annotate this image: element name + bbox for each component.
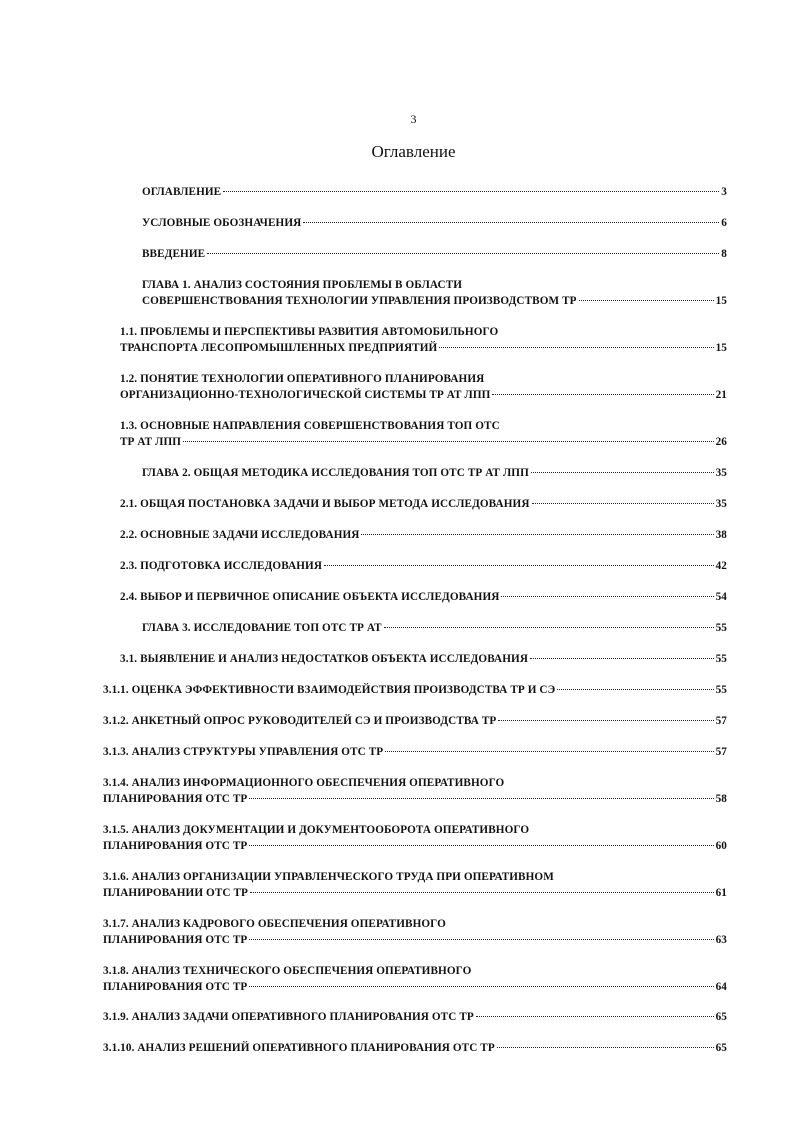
toc-entry-text: ПЛАНИРОВАНИИ ОТС ТР xyxy=(103,887,248,899)
toc-entry[interactable] xyxy=(103,869,727,901)
toc-entry-text: ПЛАНИРОВАНИЯ ОТС ТР xyxy=(103,934,248,946)
dot-leader xyxy=(492,394,713,395)
toc-page-number: 15 xyxy=(715,295,727,307)
toc-page-number: 61 xyxy=(715,887,727,899)
toc-page-number: 55 xyxy=(715,653,727,665)
toc-entry[interactable] xyxy=(142,277,727,309)
toc-entry-text: ОГЛАВЛЕНИЕ xyxy=(142,186,222,198)
toc-entry-text: 3.1.4. АНАЛИЗ ИНФОРМАЦИОННОГО ОБЕСПЕЧЕНИЯ ОПЕРАТИВНОГО xyxy=(103,777,505,789)
toc-page-number: 6 xyxy=(721,217,727,229)
toc-entry[interactable] xyxy=(120,418,727,450)
toc-page-number: 54 xyxy=(715,591,727,603)
toc-entry[interactable] xyxy=(142,465,727,481)
toc-entry[interactable] xyxy=(103,1009,727,1025)
toc-page-number: 35 xyxy=(715,467,727,479)
toc-entry-text: ТР АТ ЛПП xyxy=(120,436,182,448)
dot-leader xyxy=(324,565,714,566)
toc-page-number: 21 xyxy=(715,389,727,401)
toc-entry[interactable] xyxy=(120,589,727,605)
toc-entry-text: 3.1. ВЫЯВЛЕНИЕ И АНАЛИЗ НЕДОСТАТКОВ ОБЪЕКТА ИССЛЕДОВАНИЯ xyxy=(120,653,529,665)
toc-entry-text: 3.1.6. АНАЛИЗ ОРГАНИЗАЦИИ УПРАВЛЕНЧЕСКОГО ТРУДА ПРИ ОПЕРАТИВНОМ xyxy=(103,871,554,883)
toc-page-number: 55 xyxy=(715,622,727,634)
toc-entry-text: 1.2. ПОНЯТИЕ ТЕХНОЛОГИИ ОПЕРАТИВНОГО ПЛАНИРОВАНИЯ xyxy=(120,373,485,385)
toc-page-number: 57 xyxy=(715,746,727,758)
toc-page-number: 65 xyxy=(715,1011,727,1023)
toc-entry[interactable] xyxy=(103,963,727,995)
toc-entry[interactable] xyxy=(142,246,727,262)
toc-entry-text: 3.1.8. АНАЛИЗ ТЕХНИЧЕСКОГО ОБЕСПЕЧЕНИЯ ОПЕРАТИВНОГО xyxy=(103,965,472,977)
dot-leader xyxy=(498,720,713,721)
dot-leader xyxy=(476,1016,714,1017)
dot-leader xyxy=(532,503,714,504)
dot-leader xyxy=(439,347,713,348)
toc-entry-text: 3.1.3. АНАЛИЗ СТРУКТУРЫ УПРАВЛЕНИЯ ОТС ТР xyxy=(103,746,384,758)
toc-page-number: 60 xyxy=(715,840,727,852)
dot-leader xyxy=(207,253,719,254)
toc-entry-text: ОРГАНИЗАЦИОННО-ТЕХНОЛОГИЧЕСКОЙ СИСТЕМЫ ТР АТ ЛПП xyxy=(120,389,491,401)
toc-page-number: 65 xyxy=(715,1042,727,1054)
toc-page-number: 58 xyxy=(715,793,727,805)
dot-leader xyxy=(385,751,713,752)
toc-entry-text: 2.3. ПОДГОТОВКА ИССЛЕДОВАНИЯ xyxy=(120,560,323,572)
toc-entry-text: ПЛАНИРОВАНИЯ ОТС ТР xyxy=(103,793,248,805)
toc-page-number: 35 xyxy=(715,498,727,510)
toc-entry[interactable] xyxy=(103,682,727,698)
toc-entry-text: 1.3. ОСНОВНЫЕ НАПРАВЛЕНИЯ СОВЕРШЕНСТВОВАНИЯ ТОП ОТС xyxy=(120,420,500,432)
page-title: Оглавление xyxy=(371,142,456,161)
toc-entry[interactable] xyxy=(103,1040,727,1056)
toc-entry-text: ГЛАВА 1. АНАЛИЗ СОСТОЯНИЯ ПРОБЛЕМЫ В ОБЛАСТИ xyxy=(142,279,463,291)
toc-entry-text: ГЛАВА 3. ИССЛЕДОВАНИЕ ТОП ОТС ТР АТ xyxy=(142,622,382,634)
dot-leader xyxy=(223,191,719,192)
toc-entry-text: ПЛАНИРОВАНИЯ ОТС ТР xyxy=(103,840,248,852)
toc-entry-text: ГЛАВА 2. ОБЩАЯ МЕТОДИКА ИССЛЕДОВАНИЯ ТОП ОТС ТР АТ ЛПП xyxy=(142,467,529,479)
dot-leader xyxy=(361,534,713,535)
toc-entry-text: 3.1.10. АНАЛИЗ РЕШЕНИЙ ОПЕРАТИВНОГО ПЛАНИРОВАНИЯ ОТС ТР xyxy=(103,1042,495,1054)
dot-leader xyxy=(249,986,713,987)
dot-leader xyxy=(497,1047,714,1048)
toc-entry[interactable] xyxy=(142,184,727,200)
toc-entry-text: 1.1. ПРОБЛЕМЫ И ПЕРСПЕКТИВЫ РАЗВИТИЯ АВТОМОБИЛЬНОГО xyxy=(120,326,499,338)
dot-leader xyxy=(531,472,714,473)
toc-entry[interactable] xyxy=(120,651,727,667)
toc-entry[interactable] xyxy=(120,558,727,574)
toc-entry-text: 3.1.9. АНАЛИЗ ЗАДАЧИ ОПЕРАТИВНОГО ПЛАНИРОВАНИЯ ОТС ТР xyxy=(103,1011,474,1023)
dot-leader xyxy=(530,658,714,659)
toc-entry-text: 3.1.2. АНКЕТНЫЙ ОПРОС РУКОВОДИТЕЛЕЙ СЭ И ПРОИЗВОДСТВА ТР xyxy=(103,715,497,727)
toc-entry[interactable] xyxy=(120,527,727,543)
toc-entry[interactable] xyxy=(120,371,727,403)
dot-leader xyxy=(557,689,713,690)
toc-entry-text: 2.4. ВЫБОР И ПЕРВИЧНОЕ ОПИСАНИЕ ОБЪЕКТА ИССЛЕДОВАНИЯ xyxy=(120,591,500,603)
toc-entry[interactable] xyxy=(103,713,727,729)
toc-entry-text: 3.1.1. ОЦЕНКА ЭФФЕКТИВНОСТИ ВЗАИМОДЕЙСТВИЯ ПРОИЗВОДСТВА ТР И СЭ xyxy=(103,684,556,696)
dot-leader xyxy=(249,845,713,846)
toc-page-number: 63 xyxy=(715,934,727,946)
toc-entry[interactable] xyxy=(103,916,727,948)
toc-entry[interactable] xyxy=(103,775,727,807)
dot-leader xyxy=(249,939,713,940)
toc-entry[interactable] xyxy=(142,620,727,636)
dot-leader xyxy=(384,627,714,628)
toc-entry[interactable] xyxy=(103,744,727,760)
dot-leader xyxy=(303,222,719,223)
toc-entry-text: ПЛАНИРОВАНИЯ ОТС ТР xyxy=(103,981,248,993)
dot-leader xyxy=(501,596,713,597)
toc-entry-text: 2.1. ОБЩАЯ ПОСТАНОВКА ЗАДАЧИ И ВЫБОР МЕТОДА ИССЛЕДОВАНИЯ xyxy=(120,498,530,510)
toc-entry[interactable] xyxy=(142,215,727,231)
toc-entry-text: ВВЕДЕНИЕ xyxy=(142,248,206,260)
toc-entry-text: УСЛОВНЫЕ ОБОЗНАЧЕНИЯ xyxy=(142,217,302,229)
toc-page-number: 8 xyxy=(721,248,727,260)
page-number: 3 xyxy=(410,112,417,126)
toc-page-number: 57 xyxy=(715,715,727,727)
toc-entry[interactable] xyxy=(120,496,727,512)
toc-entry-text: 3.1.5. АНАЛИЗ ДОКУМЕНТАЦИИ И ДОКУМЕНТООБОРОТА ОПЕРАТИВНОГО xyxy=(103,824,530,836)
toc-page-number: 26 xyxy=(715,436,727,448)
dot-leader xyxy=(250,892,714,893)
toc-page-number: 3 xyxy=(721,186,727,198)
toc-page-number: 55 xyxy=(715,684,727,696)
dot-leader xyxy=(249,798,713,799)
toc-entry[interactable] xyxy=(120,324,727,356)
toc-entry-text: СОВЕРШЕНСТВОВАНИЯ ТЕХНОЛОГИИ УПРАВЛЕНИЯ ПРОИЗВОДСТВОМ ТР xyxy=(142,295,577,307)
toc-entry[interactable] xyxy=(103,822,727,854)
toc-page-number: 38 xyxy=(715,529,727,541)
toc-entry-text: 3.1.7. АНАЛИЗ КАДРОВОГО ОБЕСПЕЧЕНИЯ ОПЕРАТИВНОГО xyxy=(103,918,446,930)
dot-leader xyxy=(183,441,714,442)
toc-page-number: 64 xyxy=(715,981,727,993)
toc-page-number: 15 xyxy=(715,342,727,354)
toc-entry-text: 2.2. ОСНОВНЫЕ ЗАДАЧИ ИССЛЕДОВАНИЯ xyxy=(120,529,360,541)
toc-entry-text: ТРАНСПОРТА ЛЕСОПРОМЫШЛЕННЫХ ПРЕДПРИЯТИЙ xyxy=(120,342,438,354)
dot-leader xyxy=(579,300,714,301)
toc-page-number: 42 xyxy=(715,560,727,572)
